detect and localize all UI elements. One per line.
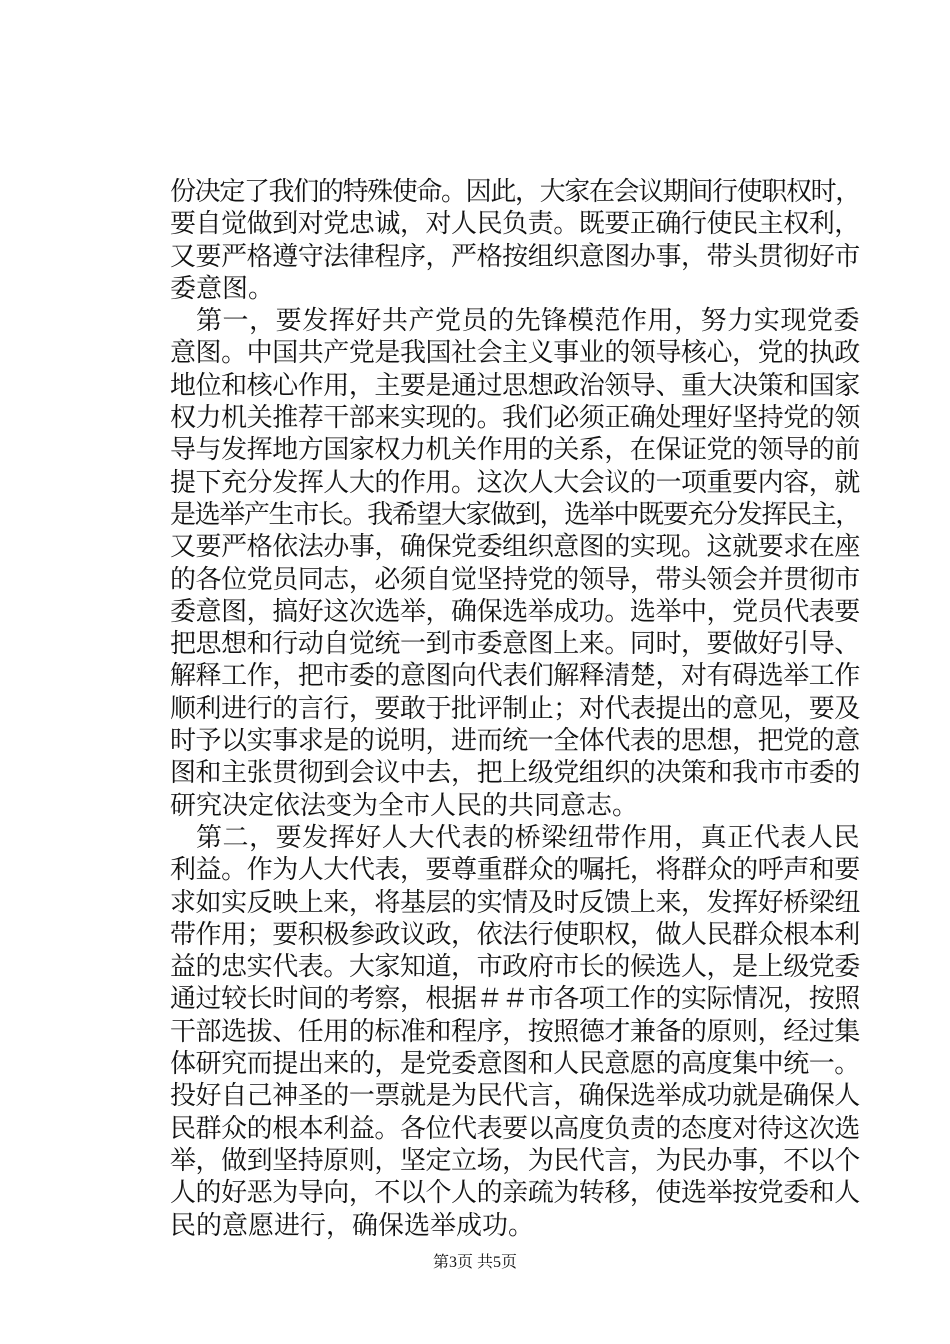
page-number-footer: 第3页 共5页 xyxy=(432,1254,517,1271)
text-line: 又要严格依法办事，确保党委组织意图的实现。这就要求在座 xyxy=(170,532,860,563)
text-line: 提下充分发挥人大的作用。这次人大会议的一项重要内容，就 xyxy=(170,467,860,498)
text-line: 解释工作，把市委的意图向代表们解释清楚，对有碍选举工作 xyxy=(170,661,860,692)
text-line: 委意图，搞好这次选举，确保选举成功。选举中，党员代表要 xyxy=(170,596,860,627)
text-line: 投好自己神圣的一票就是为民代言，确保选举成功就是确保人 xyxy=(170,1081,860,1112)
text-line: 委意图。 xyxy=(170,273,275,304)
text-line: 人的好恶为导向，不以个人的亲疏为转移，使选举按党委和人 xyxy=(170,1178,860,1209)
text-line: 利益。作为人大代表，要尊重群众的嘱托，将群众的呼声和要 xyxy=(170,855,860,886)
paragraph-start-line: 第二，要发挥好人大代表的桥梁纽带作用，真正代表人民 xyxy=(196,822,861,853)
text-line: 通过较长时间的考察，根据＃＃市各项工作的实际情况，按照 xyxy=(170,984,860,1015)
text-line: 意图。中国共产党是我国社会主义事业的领导核心，党的执政 xyxy=(170,338,860,369)
text-line: 体研究而提出来的，是党委意图和人民意愿的高度集中统一。 xyxy=(170,1049,860,1080)
text-line: 时予以实事求是的说明，进而统一全体代表的思想，把党的意 xyxy=(170,726,860,757)
text-line: 民群众的根本利益。各位代表要以高度负责的态度对待这次选 xyxy=(170,1113,860,1144)
text-line: 权力机关推荐干部来实现的。我们必须正确处理好坚持党的领 xyxy=(170,403,860,434)
text-line: 带作用；要积极参政议政，依法行使职权，做人民群众根本利 xyxy=(170,919,860,950)
document-body xyxy=(170,176,860,1242)
text-line: 要自觉做到对党忠诚，对人民负责。既要正确行使民主权利， xyxy=(170,209,860,240)
text-line: 研究决定依法变为全市人民的共同意志。 xyxy=(170,790,639,821)
text-line: 把思想和行动自觉统一到市委意图上来。同时，要做好引导、 xyxy=(170,629,860,660)
text-line: 顺利进行的言行，要敢于批评制止；对代表提出的意见，要及 xyxy=(170,693,860,724)
text-line: 又要严格遵守法律程序，严格按组织意图办事，带头贯彻好市 xyxy=(170,241,860,272)
text-line: 导与发挥地方国家权力机关作用的关系，在保证党的领导的前 xyxy=(170,435,860,466)
text-line: 地位和核心作用，主要是通过思想政治领导、重大决策和国家 xyxy=(170,370,860,401)
text-line: 份决定了我们的特殊使命。因此，大家在会议期间行使职权时， xyxy=(170,177,860,207)
text-line: 是选举产生市长。我希望大家做到，选举中既要充分发挥民主， xyxy=(170,499,860,530)
paragraph-start-line: 第一，要发挥好共产党员的先锋模范作用，努力实现党委 xyxy=(196,306,861,337)
text-line: 图和主张贯彻到会议中去，把上级党组织的决策和我市市委的 xyxy=(170,758,860,789)
text-line: 求如实反映上来，将基层的实情及时反馈上来，发挥好桥梁纽 xyxy=(170,887,860,918)
text-line: 益的忠实代表。大家知道，市政府市长的候选人，是上级党委 xyxy=(170,952,860,983)
text-line: 干部选拔、任用的标准和程序，按照德才兼备的原则，经过集 xyxy=(170,1016,860,1047)
text-line: 民的意愿进行，确保选举成功。 xyxy=(170,1210,535,1241)
text-line: 的各位党员同志，必须自觉坚持党的领导，带头领会并贯彻市 xyxy=(170,564,860,595)
text-line: 举，做到坚持原则，坚定立场，为民代言，为民办事，不以个 xyxy=(170,1145,860,1176)
